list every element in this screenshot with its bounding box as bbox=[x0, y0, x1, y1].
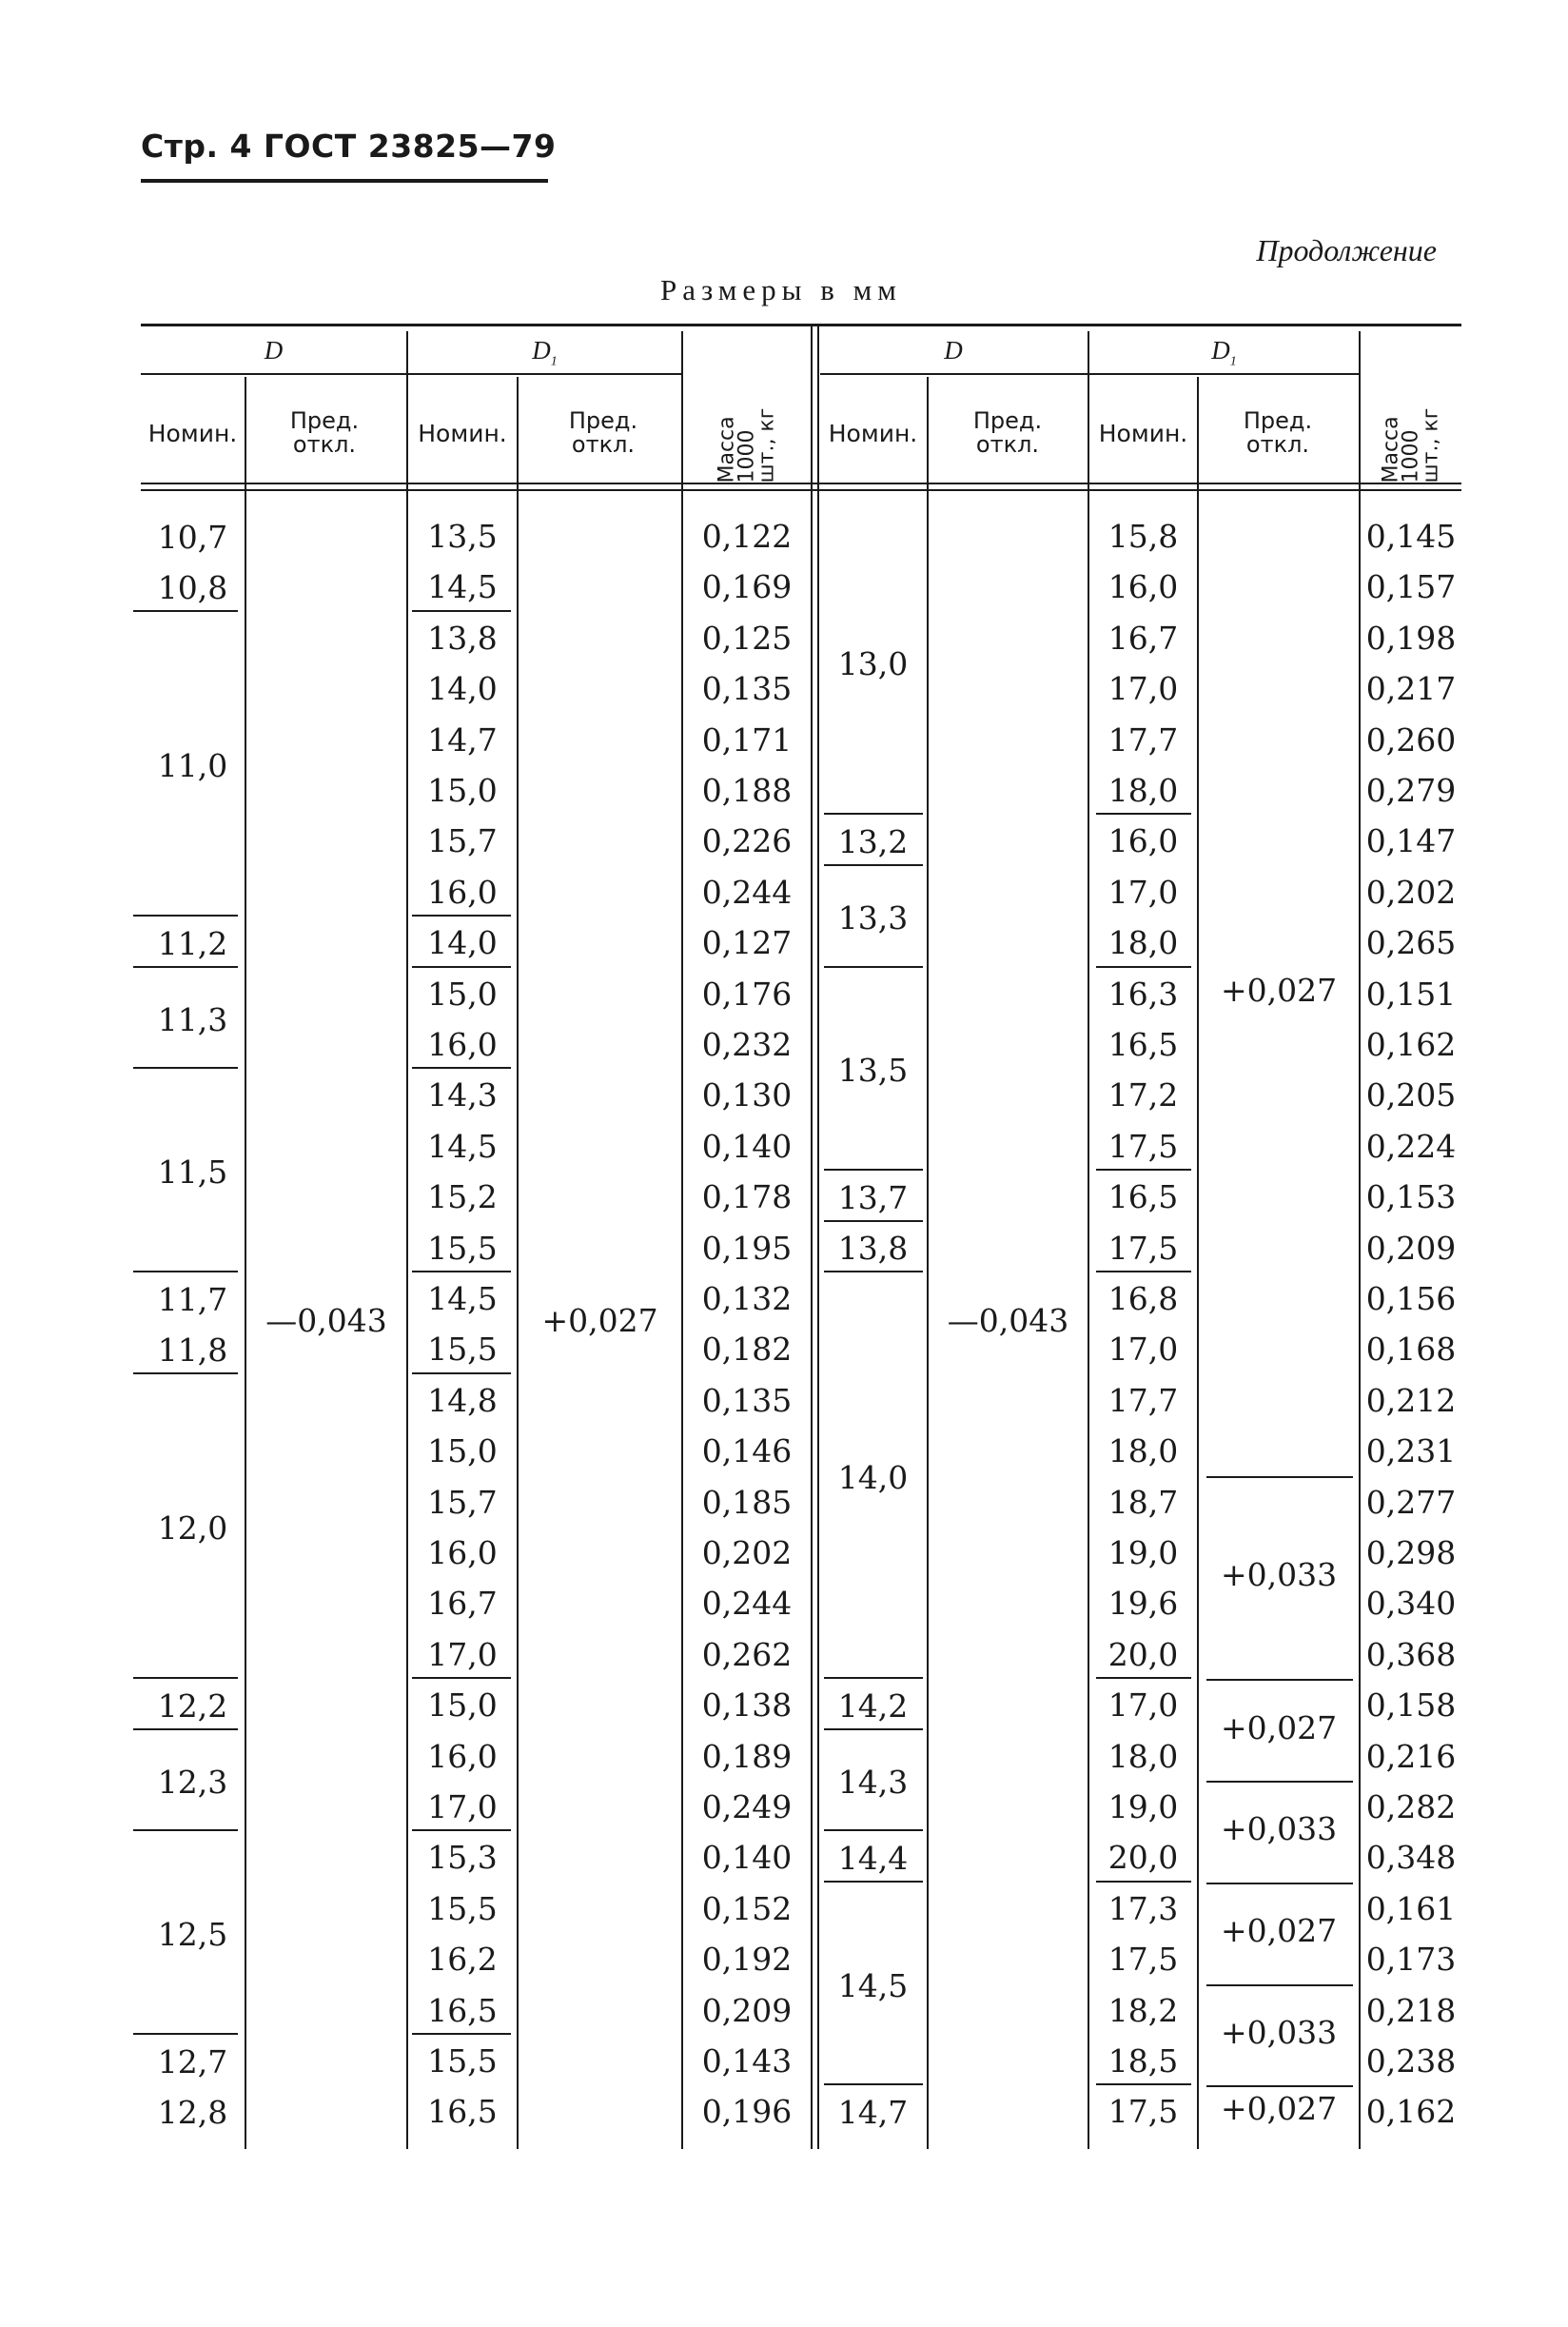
right-d1-nominal-19: 18,7 bbox=[1107, 1484, 1179, 1521]
right-d-nominal-6: 14,0 bbox=[837, 1459, 909, 1496]
left-d-group-rule-8 bbox=[133, 1829, 238, 1831]
left-d-nominal-11: 12,5 bbox=[157, 1916, 228, 1953]
right-mass-19: 0,277 bbox=[1365, 1484, 1457, 1521]
right-mass-25: 0,282 bbox=[1365, 1788, 1457, 1825]
left-d1-nominal-3: 14,0 bbox=[427, 670, 498, 707]
right-d1-nominal-5: 18,0 bbox=[1107, 772, 1179, 809]
left-d1-group-rule-2 bbox=[412, 966, 511, 968]
right-d1-tol-rule-2 bbox=[1206, 1781, 1353, 1783]
right-mass-10: 0,162 bbox=[1365, 1026, 1457, 1063]
right-mass-14: 0,209 bbox=[1365, 1230, 1457, 1267]
right-d1-nominal-13: 16,5 bbox=[1107, 1178, 1179, 1215]
left-mass-19: 0,185 bbox=[701, 1484, 793, 1521]
center-double-line-a bbox=[811, 324, 813, 2149]
left-mass-10: 0,232 bbox=[701, 1026, 793, 1063]
col-line-6 bbox=[927, 377, 929, 2149]
left-mass-2: 0,125 bbox=[701, 620, 793, 657]
right-d1-nominal-3: 17,0 bbox=[1107, 670, 1179, 707]
left-d-group-rule-1 bbox=[133, 915, 238, 917]
right-mass-11: 0,205 bbox=[1365, 1076, 1457, 1114]
left-mass-13: 0,178 bbox=[701, 1178, 793, 1215]
left-mass-17: 0,135 bbox=[701, 1382, 793, 1419]
left-d1-nominal-4: 14,7 bbox=[427, 721, 498, 759]
left-d-group-rule-4 bbox=[133, 1271, 238, 1272]
left-d1-nominal-31: 16,5 bbox=[427, 2093, 498, 2130]
right-d1-nominal-26: 20,0 bbox=[1107, 1839, 1179, 1876]
left-d1-nominal-12: 14,5 bbox=[427, 1128, 498, 1165]
left-mass-6: 0,226 bbox=[701, 822, 793, 859]
group-label-d1-left-text: D bbox=[532, 336, 551, 365]
left-d1-group-rule-3 bbox=[412, 1067, 511, 1069]
left-mass-3: 0,135 bbox=[701, 670, 793, 707]
header-divider-right bbox=[820, 373, 1359, 375]
right-d-group-rule-3 bbox=[824, 1169, 923, 1171]
left-d1-nominal-24: 16,0 bbox=[427, 1738, 498, 1775]
left-mass-29: 0,209 bbox=[701, 1992, 793, 2029]
header-tol-d-right: Пред. откл. bbox=[972, 407, 1043, 458]
right-d1-nominal-27: 17,3 bbox=[1107, 1890, 1179, 1927]
right-mass-1: 0,157 bbox=[1365, 568, 1457, 605]
left-mass-11: 0,130 bbox=[701, 1076, 793, 1114]
header-mass-right bbox=[1361, 377, 1461, 489]
right-d1-nominal-8: 18,0 bbox=[1107, 924, 1179, 961]
left-mass-24: 0,189 bbox=[701, 1738, 793, 1775]
left-mass-15: 0,132 bbox=[701, 1280, 793, 1317]
right-mass-28: 0,173 bbox=[1365, 1941, 1457, 1978]
left-d-group-rule-6 bbox=[133, 1677, 238, 1679]
left-d1-nominal-19: 15,7 bbox=[427, 1484, 498, 1521]
right-d-group-rule-7 bbox=[824, 1728, 923, 1730]
right-d-nominal-10: 14,5 bbox=[837, 1967, 909, 2004]
right-d1-nominal-1: 16,0 bbox=[1107, 568, 1179, 605]
left-d-group-rule-9 bbox=[133, 2033, 238, 2035]
right-d1-nominal-28: 17,5 bbox=[1107, 1941, 1179, 1978]
left-d-group-rule-2 bbox=[133, 966, 238, 968]
right-d1-nominal-17: 17,7 bbox=[1107, 1382, 1179, 1419]
right-d-nominal-4: 13,7 bbox=[837, 1179, 909, 1216]
right-d-group-rule-9 bbox=[824, 1881, 923, 1883]
left-d-nominal-5: 11,5 bbox=[157, 1154, 228, 1191]
right-d1-tol-rule-0 bbox=[1206, 1476, 1353, 1478]
left-mass-18: 0,146 bbox=[701, 1432, 793, 1469]
left-d1-nominal-21: 16,7 bbox=[427, 1585, 498, 1622]
right-d1-nominal-2: 16,7 bbox=[1107, 620, 1179, 657]
right-d-group-rule-2 bbox=[824, 966, 923, 968]
right-d1-nominal-29: 18,2 bbox=[1107, 1992, 1179, 2029]
right-mass-24: 0,216 bbox=[1365, 1738, 1457, 1775]
right-d-tolerance: —0,043 bbox=[947, 1302, 1069, 1339]
right-d1-group-rule-0 bbox=[1096, 813, 1191, 815]
header-nomin-d1-right: Номин. bbox=[1098, 419, 1188, 447]
left-d-group-rule-5 bbox=[133, 1372, 238, 1374]
left-d1-nominal-20: 16,0 bbox=[427, 1534, 498, 1571]
left-d1-nominal-8: 14,0 bbox=[427, 924, 498, 961]
left-d1-group-rule-4 bbox=[412, 1271, 511, 1272]
right-d1-tolerance-4: +0,027 bbox=[1220, 1912, 1338, 1949]
left-d-nominal-7: 11,8 bbox=[157, 1331, 228, 1369]
left-d-nominal-4: 11,3 bbox=[157, 1001, 228, 1038]
left-d1-nominal-16: 15,5 bbox=[427, 1331, 498, 1368]
right-d1-tolerance-3: +0,033 bbox=[1220, 1810, 1338, 1847]
right-d1-nominal-9: 16,3 bbox=[1107, 976, 1179, 1013]
header-divider-left bbox=[141, 373, 681, 375]
right-mass-26: 0,348 bbox=[1365, 1839, 1457, 1876]
right-d1-nominal-16: 17,0 bbox=[1107, 1331, 1179, 1368]
right-d1-nominal-6: 16,0 bbox=[1107, 822, 1179, 859]
left-mass-1: 0,169 bbox=[701, 568, 793, 605]
group-label-d1-left bbox=[408, 331, 681, 369]
right-mass-20: 0,298 bbox=[1365, 1534, 1457, 1571]
left-d-group-rule-7 bbox=[133, 1728, 238, 1730]
right-d1-nominal-10: 16,5 bbox=[1107, 1026, 1179, 1063]
right-d1-group-rule-5 bbox=[1096, 1881, 1191, 1883]
right-mass-29: 0,218 bbox=[1365, 1992, 1457, 2029]
right-d1-nominal-23: 17,0 bbox=[1107, 1686, 1179, 1724]
left-d1-nominal-0: 13,5 bbox=[427, 518, 498, 555]
left-d1-nominal-10: 16,0 bbox=[427, 1026, 498, 1063]
right-mass-6: 0,147 bbox=[1365, 822, 1457, 859]
right-mass-30: 0,238 bbox=[1365, 2042, 1457, 2080]
left-mass-4: 0,171 bbox=[701, 721, 793, 759]
right-mass-0: 0,145 bbox=[1365, 518, 1457, 555]
left-d1-nominal-5: 15,0 bbox=[427, 772, 498, 809]
header-nomin-d-right: Номин. bbox=[828, 419, 918, 447]
units-caption: Размеры в мм bbox=[660, 273, 902, 306]
header-bottom-rule-2 bbox=[141, 489, 1461, 491]
group-label-d1-right bbox=[1089, 331, 1359, 369]
left-mass-31: 0,196 bbox=[701, 2093, 793, 2130]
left-d-nominal-1: 10,8 bbox=[157, 569, 228, 606]
col-line-3 bbox=[517, 377, 519, 2149]
right-d1-tol-rule-3 bbox=[1206, 1883, 1353, 1884]
group-label-d-right-text: D bbox=[944, 336, 963, 365]
continuation-label: Продолжение bbox=[1256, 233, 1437, 267]
header-nomin-d1-left: Номин. bbox=[418, 419, 507, 447]
right-mass-27: 0,161 bbox=[1365, 1890, 1457, 1927]
right-d-group-rule-8 bbox=[824, 1829, 923, 1831]
right-d1-tolerance-1: +0,033 bbox=[1220, 1556, 1338, 1593]
left-mass-23: 0,138 bbox=[701, 1686, 793, 1724]
header-tol-d1-left: Пред. откл. bbox=[568, 407, 638, 458]
right-d1-nominal-12: 17,5 bbox=[1107, 1128, 1179, 1165]
right-d1-tol-rule-1 bbox=[1206, 1679, 1353, 1681]
left-d-nominal-0: 10,7 bbox=[157, 519, 228, 556]
left-d1-nominal-26: 15,3 bbox=[427, 1839, 498, 1876]
left-mass-8: 0,127 bbox=[701, 924, 793, 961]
right-d1-nominal-7: 17,0 bbox=[1107, 874, 1179, 911]
left-mass-26: 0,140 bbox=[701, 1839, 793, 1876]
right-d1-nominal-25: 19,0 bbox=[1107, 1788, 1179, 1825]
left-d1-nominal-7: 16,0 bbox=[427, 874, 498, 911]
col-line-1 bbox=[245, 377, 246, 2149]
right-d-nominal-11: 14,7 bbox=[837, 2094, 909, 2131]
left-d1-nominal-27: 15,5 bbox=[427, 1890, 498, 1927]
left-mass-25: 0,249 bbox=[701, 1788, 793, 1825]
right-d1-nominal-15: 16,8 bbox=[1107, 1280, 1179, 1317]
page-header: Стр. 4 ГОСТ 23825—79 bbox=[141, 128, 557, 165]
right-d1-nominal-14: 17,5 bbox=[1107, 1230, 1179, 1267]
right-d-group-rule-0 bbox=[824, 813, 923, 815]
right-d1-nominal-18: 18,0 bbox=[1107, 1432, 1179, 1469]
right-mass-8: 0,265 bbox=[1365, 924, 1457, 961]
left-d1-group-rule-0 bbox=[412, 610, 511, 612]
right-d1-nominal-22: 20,0 bbox=[1107, 1636, 1179, 1673]
header-mass-right-text: Масса 1000 шт., кг bbox=[1379, 407, 1443, 483]
right-d-nominal-7: 14,2 bbox=[837, 1687, 909, 1725]
left-d1-nominal-22: 17,0 bbox=[427, 1636, 498, 1673]
left-d-nominal-3: 11,2 bbox=[157, 925, 228, 962]
right-d1-group-rule-2 bbox=[1096, 1169, 1191, 1171]
right-d1-nominal-0: 15,8 bbox=[1107, 518, 1179, 555]
right-d1-nominal-4: 17,7 bbox=[1107, 721, 1179, 759]
left-d1-group-rule-8 bbox=[412, 2033, 511, 2035]
group-label-d-right bbox=[819, 331, 1088, 369]
left-d-group-rule-0 bbox=[133, 610, 238, 612]
left-d1-nominal-14: 15,5 bbox=[427, 1230, 498, 1267]
header-mass-left-text: Масса 1000 шт., кг bbox=[715, 407, 779, 483]
right-d1-group-rule-6 bbox=[1096, 2083, 1191, 2085]
right-d1-group-rule-3 bbox=[1096, 1271, 1191, 1272]
left-d-nominal-2: 11,0 bbox=[157, 747, 228, 784]
group-label-d1-right-sub: 1 bbox=[1229, 354, 1237, 369]
left-d-tolerance: —0,043 bbox=[265, 1302, 387, 1339]
left-d1-nominal-11: 14,3 bbox=[427, 1076, 498, 1114]
left-mass-21: 0,244 bbox=[701, 1585, 793, 1622]
left-mass-5: 0,188 bbox=[701, 772, 793, 809]
right-mass-17: 0,212 bbox=[1365, 1382, 1457, 1419]
right-d1-nominal-11: 17,2 bbox=[1107, 1076, 1179, 1114]
left-d1-nominal-30: 15,5 bbox=[427, 2042, 498, 2080]
left-mass-9: 0,176 bbox=[701, 976, 793, 1013]
right-mass-22: 0,368 bbox=[1365, 1636, 1457, 1673]
right-d-group-rule-6 bbox=[824, 1677, 923, 1679]
header-mass-left bbox=[683, 377, 811, 489]
left-mass-22: 0,262 bbox=[701, 1636, 793, 1673]
right-mass-16: 0,168 bbox=[1365, 1331, 1457, 1368]
right-d1-tolerance-5: +0,033 bbox=[1220, 2014, 1338, 2051]
header-tol-d1-right: Пред. откл. bbox=[1243, 407, 1313, 458]
header-rule bbox=[141, 179, 548, 183]
right-d1-tolerance-0: +0,027 bbox=[1220, 972, 1338, 1009]
left-d1-nominal-15: 14,5 bbox=[427, 1280, 498, 1317]
right-d-nominal-0: 13,0 bbox=[837, 645, 909, 682]
left-d1-nominal-2: 13,8 bbox=[427, 620, 498, 657]
right-d-nominal-2: 13,3 bbox=[837, 899, 909, 937]
right-mass-9: 0,151 bbox=[1365, 976, 1457, 1013]
left-d1-group-rule-1 bbox=[412, 915, 511, 917]
right-d-nominal-9: 14,4 bbox=[837, 1840, 909, 1877]
right-mass-2: 0,198 bbox=[1365, 620, 1457, 657]
left-d-nominal-13: 12,8 bbox=[157, 2094, 228, 2131]
left-mass-12: 0,140 bbox=[701, 1128, 793, 1165]
left-mass-16: 0,182 bbox=[701, 1331, 793, 1368]
right-mass-7: 0,202 bbox=[1365, 874, 1457, 911]
left-d-nominal-8: 12,0 bbox=[157, 1509, 228, 1547]
right-mass-4: 0,260 bbox=[1365, 721, 1457, 759]
left-d1-nominal-29: 16,5 bbox=[427, 1992, 498, 2029]
right-d-nominal-5: 13,8 bbox=[837, 1230, 909, 1267]
right-mass-21: 0,340 bbox=[1365, 1585, 1457, 1622]
col-line-8 bbox=[1197, 377, 1199, 2149]
right-d-group-rule-5 bbox=[824, 1271, 923, 1272]
right-d-group-rule-10 bbox=[824, 2083, 923, 2085]
right-mass-3: 0,217 bbox=[1365, 670, 1457, 707]
left-d1-tolerance: +0,027 bbox=[541, 1302, 658, 1339]
group-label-d-left-text: D bbox=[264, 336, 284, 365]
right-d-group-rule-1 bbox=[824, 864, 923, 866]
left-mass-7: 0,244 bbox=[701, 874, 793, 911]
right-d1-nominal-30: 18,5 bbox=[1107, 2042, 1179, 2080]
right-d-nominal-1: 13,2 bbox=[837, 823, 909, 860]
left-mass-28: 0,192 bbox=[701, 1941, 793, 1978]
table-top-rule bbox=[141, 324, 1461, 326]
right-d1-tolerance-6: +0,027 bbox=[1220, 2090, 1338, 2127]
left-mass-20: 0,202 bbox=[701, 1534, 793, 1571]
right-d1-tol-rule-5 bbox=[1206, 2085, 1353, 2087]
left-d1-group-rule-7 bbox=[412, 1829, 511, 1831]
left-d1-group-rule-6 bbox=[412, 1677, 511, 1679]
left-mass-14: 0,195 bbox=[701, 1230, 793, 1267]
right-mass-5: 0,279 bbox=[1365, 772, 1457, 809]
left-d1-nominal-17: 14,8 bbox=[427, 1382, 498, 1419]
left-d1-nominal-13: 15,2 bbox=[427, 1178, 498, 1215]
left-mass-0: 0,122 bbox=[701, 518, 793, 555]
right-mass-12: 0,224 bbox=[1365, 1128, 1457, 1165]
left-d1-group-rule-5 bbox=[412, 1372, 511, 1374]
group-label-d1-right-text: D bbox=[1211, 336, 1230, 365]
left-d1-nominal-1: 14,5 bbox=[427, 568, 498, 605]
right-d1-nominal-31: 17,5 bbox=[1107, 2093, 1179, 2130]
header-nomin-d-left: Номин. bbox=[147, 419, 238, 447]
right-mass-15: 0,156 bbox=[1365, 1280, 1457, 1317]
left-d1-nominal-18: 15,0 bbox=[427, 1432, 498, 1469]
right-d1-group-rule-4 bbox=[1096, 1677, 1191, 1679]
right-mass-23: 0,158 bbox=[1365, 1686, 1457, 1724]
right-d-group-rule-4 bbox=[824, 1220, 923, 1222]
left-d-nominal-6: 11,7 bbox=[157, 1281, 228, 1318]
left-d1-nominal-25: 17,0 bbox=[427, 1788, 498, 1825]
left-d1-nominal-6: 15,7 bbox=[427, 822, 498, 859]
left-d-nominal-12: 12,7 bbox=[157, 2043, 228, 2080]
left-d1-nominal-23: 15,0 bbox=[427, 1686, 498, 1724]
left-d-nominal-9: 12,2 bbox=[157, 1687, 228, 1725]
right-mass-31: 0,162 bbox=[1365, 2093, 1457, 2130]
left-d-group-rule-3 bbox=[133, 1067, 238, 1069]
header-tol-d-left: Пред. откл. bbox=[289, 407, 360, 458]
right-d1-tol-rule-4 bbox=[1206, 1984, 1353, 1986]
right-d1-nominal-20: 19,0 bbox=[1107, 1534, 1179, 1571]
right-mass-13: 0,153 bbox=[1365, 1178, 1457, 1215]
right-mass-18: 0,231 bbox=[1365, 1432, 1457, 1469]
group-label-d1-left-sub: 1 bbox=[550, 354, 558, 369]
right-d1-nominal-21: 19,6 bbox=[1107, 1585, 1179, 1622]
left-d-nominal-10: 12,3 bbox=[157, 1764, 228, 1801]
group-label-d-left bbox=[141, 331, 406, 369]
right-d1-nominal-24: 18,0 bbox=[1107, 1738, 1179, 1775]
right-d1-tolerance-2: +0,027 bbox=[1220, 1709, 1338, 1746]
left-mass-30: 0,143 bbox=[701, 2042, 793, 2080]
left-d1-nominal-9: 15,0 bbox=[427, 976, 498, 1013]
left-mass-27: 0,152 bbox=[701, 1890, 793, 1927]
right-d-nominal-8: 14,3 bbox=[837, 1764, 909, 1801]
right-d1-group-rule-1 bbox=[1096, 966, 1191, 968]
right-d-nominal-3: 13,5 bbox=[837, 1052, 909, 1089]
left-d1-nominal-28: 16,2 bbox=[427, 1941, 498, 1978]
